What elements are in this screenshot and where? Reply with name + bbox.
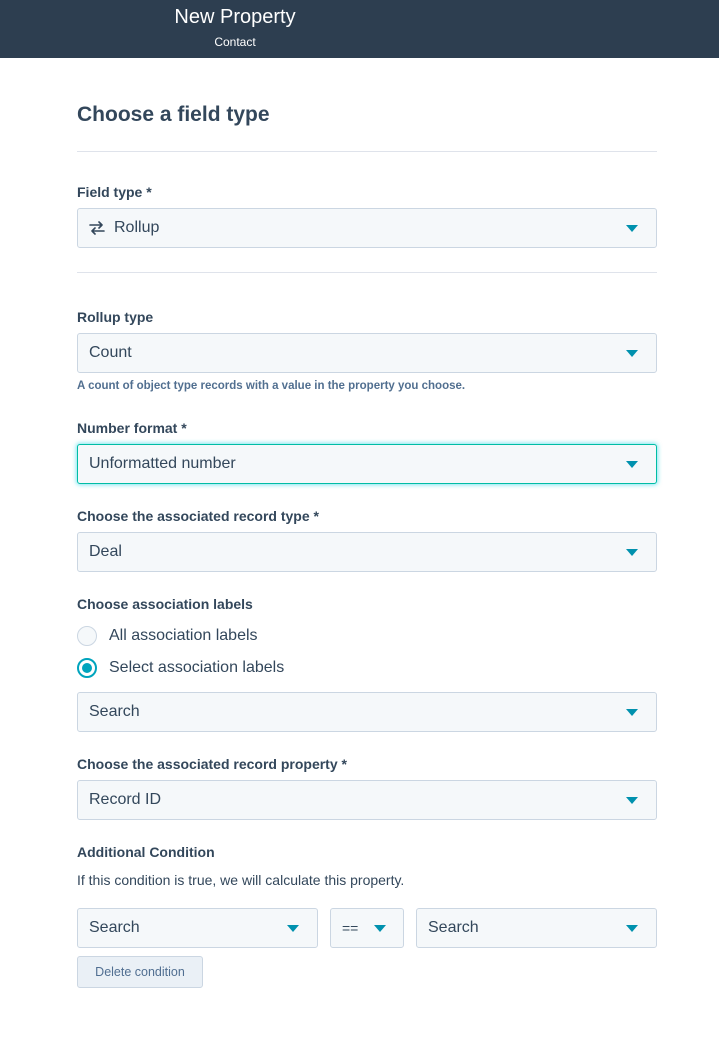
divider — [77, 151, 657, 152]
condition-right-value: Search — [428, 919, 479, 936]
condition-right-select[interactable] — [416, 908, 657, 948]
rollup-type-help: A count of object type records with a value in the property you choose. — [77, 380, 466, 392]
header-subtitle: Contact — [214, 35, 256, 49]
condition-left-select[interactable] — [77, 908, 318, 948]
field-type-label: Field type * — [77, 184, 152, 200]
condition-operator-select[interactable] — [330, 908, 404, 948]
section-title: Choose a field type — [77, 103, 270, 126]
number-format-value: Unformatted number — [89, 455, 236, 472]
field-type-value: Rollup — [114, 219, 160, 236]
radio-button[interactable] — [77, 658, 97, 678]
chevron-down-icon — [626, 709, 638, 716]
field-type-select[interactable] — [77, 208, 657, 248]
radio-button[interactable] — [77, 626, 97, 646]
radio-select-association-labels[interactable] — [77, 658, 284, 678]
header-title: New Property — [174, 6, 296, 28]
number-format-select[interactable] — [77, 444, 657, 484]
association-labels-label: Choose association labels — [77, 596, 253, 612]
chevron-down-icon — [626, 225, 638, 232]
rollup-type-value: Count — [89, 344, 132, 361]
radio-label: Select association labels — [109, 659, 285, 676]
chevron-down-icon — [626, 925, 638, 932]
record-type-select[interactable] — [77, 532, 657, 572]
chevron-down-icon — [287, 925, 299, 932]
condition-operator-value: == — [342, 920, 359, 936]
chevron-down-icon — [626, 549, 638, 556]
chevron-down-icon — [374, 925, 386, 932]
delete-condition-button[interactable]: Delete condition — [77, 956, 203, 988]
record-property-label: Choose the associated record property * — [77, 756, 347, 772]
record-type-value: Deal — [89, 543, 122, 560]
record-property-select[interactable] — [77, 780, 657, 820]
association-labels-search[interactable] — [77, 692, 657, 732]
divider — [77, 272, 657, 273]
search-placeholder: Search — [89, 703, 140, 720]
radio-label: All association labels — [109, 627, 258, 644]
radio-all-association-labels[interactable] — [77, 626, 258, 646]
rollup-type-select[interactable] — [77, 333, 657, 373]
chevron-down-icon — [626, 461, 638, 468]
condition-label: Additional Condition — [77, 844, 215, 860]
chevron-down-icon — [626, 797, 638, 804]
record-type-label: Choose the associated record type * — [77, 508, 319, 524]
app-header — [0, 0, 719, 58]
number-format-label: Number format * — [77, 420, 187, 436]
condition-description: If this condition is true, we will calculate this property. — [77, 872, 405, 888]
record-property-value: Record ID — [89, 791, 162, 808]
chevron-down-icon — [626, 350, 638, 357]
rollup-type-label: Rollup type — [77, 309, 154, 325]
swap-icon — [89, 221, 105, 235]
condition-left-value: Search — [89, 919, 140, 936]
